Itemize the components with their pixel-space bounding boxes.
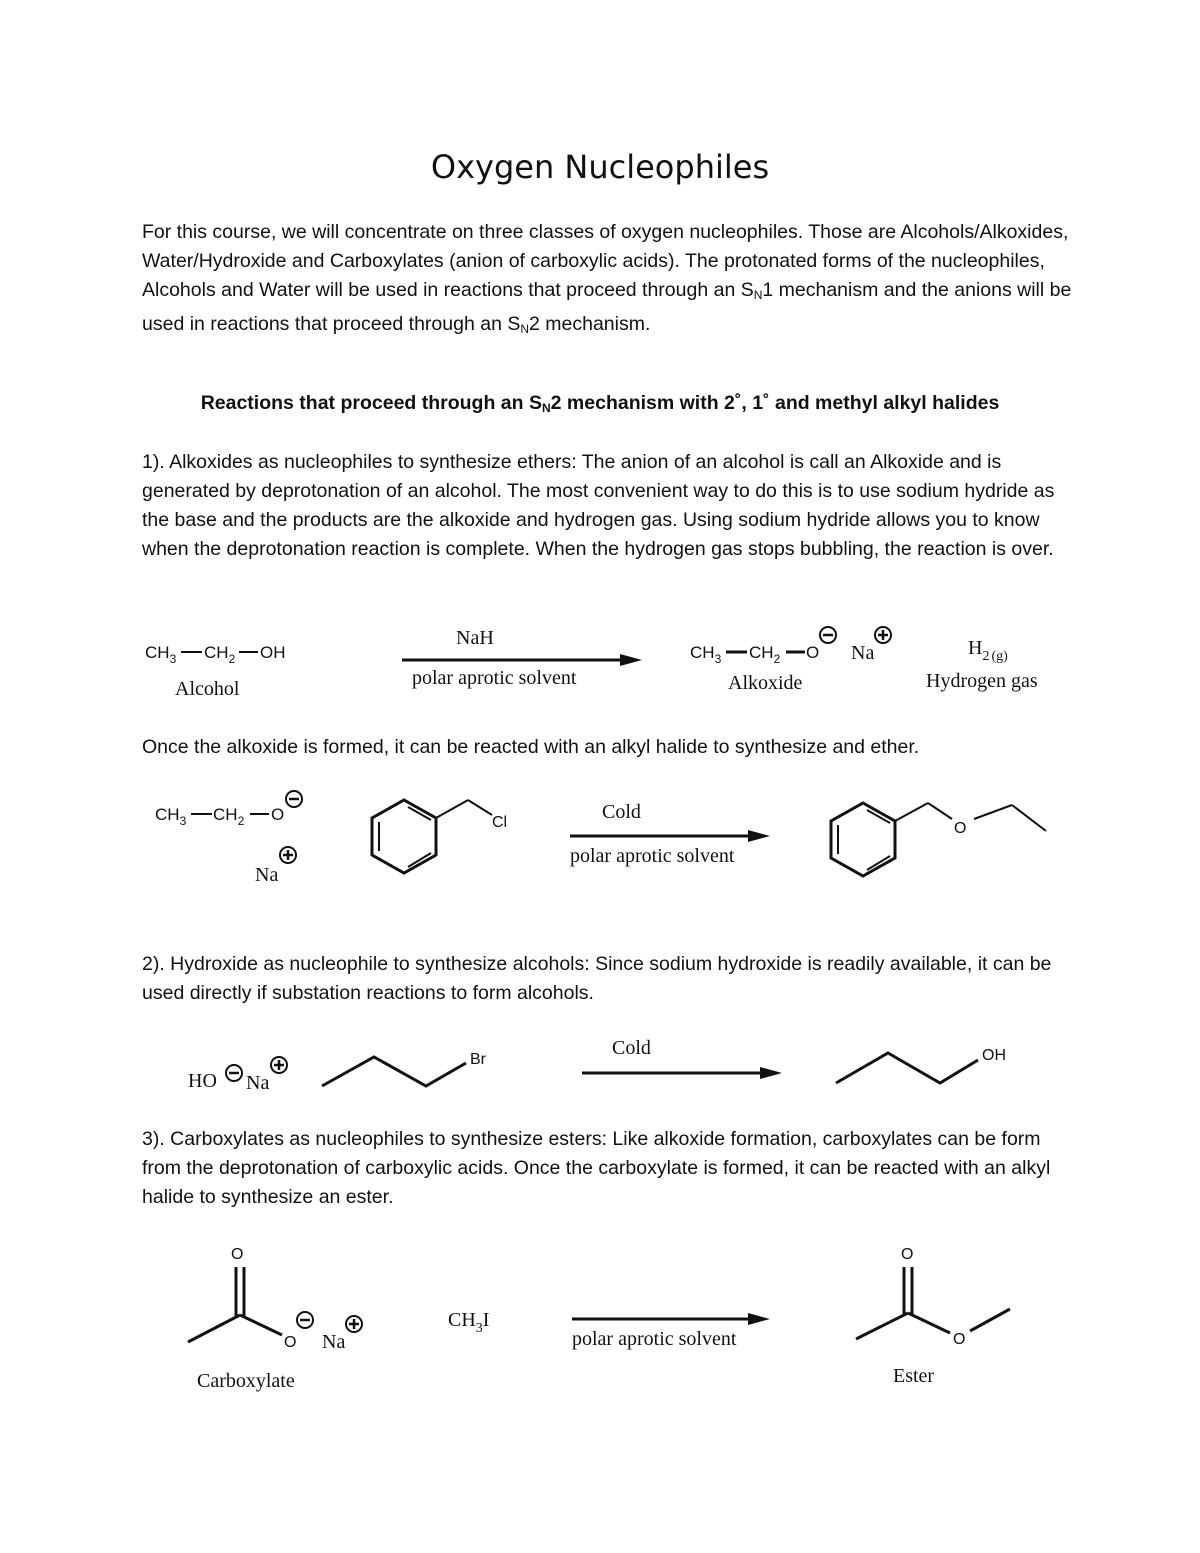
- s4-carboxylate-structure: [188, 1267, 282, 1342]
- s1-o: O: [806, 643, 820, 662]
- s3-ho: HO: [188, 1070, 217, 1092]
- s2-cl: Cl: [492, 814, 508, 831]
- s2-benzyl-chloride-structure: [372, 800, 492, 873]
- s2-condition: Cold: [602, 801, 641, 823]
- s2-positive-charge-icon: [280, 847, 296, 863]
- scheme4-reaction: [0, 1235, 1200, 1395]
- s2-benzyl-ethyl-ether-structure: [831, 803, 1046, 876]
- s2-ch3: $CH_3$: [155, 805, 187, 828]
- s3-propyl-bromide-chain: [322, 1057, 466, 1086]
- intro-paragraph: [142, 218, 1072, 344]
- s1-arrow-head: [620, 654, 642, 666]
- s3-negative-charge-icon: [226, 1065, 242, 1081]
- s3-arrow-head: [760, 1067, 782, 1079]
- s4-negative-charge-icon: [297, 1312, 313, 1328]
- s1-reagent: NaH: [456, 627, 494, 649]
- s1-na: Na: [851, 642, 875, 664]
- heading-text-2: 2 mechanism with 2˚, 1˚ and methyl alkyl halides: [550, 392, 1000, 414]
- s4-ester-label: Ester: [893, 1365, 935, 1387]
- intro-subscript-1: N: [753, 288, 763, 302]
- s1-positive-charge-icon: [875, 627, 891, 643]
- intro-text-2: 1 mechanism and the anions will be used in reactions that proceed through an S: [142, 279, 1072, 335]
- heading-subscript: N: [541, 401, 551, 415]
- s4-methyl-iodide: $CH_3I$: [448, 1309, 490, 1336]
- s3-na: Na: [246, 1072, 270, 1094]
- s1-ch3: $CH_3$: [145, 643, 177, 666]
- s2-o: O: [271, 805, 285, 824]
- page-title: Oxygen Nucleophiles: [430, 148, 770, 186]
- s2-solvent: polar aprotic solvent: [570, 845, 735, 867]
- scheme3-reaction: [0, 1030, 1200, 1100]
- intro-text-3: 2 mechanism.: [529, 313, 651, 335]
- scheme2-reaction: [0, 785, 1200, 895]
- s2-ch2: $CH_2$: [213, 805, 245, 828]
- s4-solvent: polar aprotic solvent: [572, 1328, 737, 1350]
- item2-paragraph: 2). Hydroxide as nucleophile to synthesize alcohols: Since sodium hydroxide is readily available, it can be used directly if substation reactions to form alcohols.: [142, 953, 1052, 1004]
- s1-hydrogen-label: Hydrogen gas: [926, 670, 1038, 692]
- s1-alcohol-label: Alcohol: [175, 678, 240, 700]
- intro-subscript-2: N: [520, 322, 530, 336]
- s2-product-o: O: [954, 820, 967, 837]
- scheme1-reaction: [0, 615, 1200, 705]
- heading-text-1: Reactions that proceed through an S: [200, 392, 542, 414]
- section-heading: [0, 392, 1200, 415]
- s2-arrow-head: [748, 830, 770, 842]
- s1-oh: OH: [260, 643, 286, 662]
- item3-paragraph: 3). Carboxylates as nucleophiles to synthesize esters: Like alkoxide formation, carboxylates can be form from the deprotonation of carboxylic acids. Once the carboxylate is formed, it can be reacted with an alkyl halide to synthesize an ester.: [142, 1128, 1051, 1208]
- s4-o-minus: O: [284, 1334, 297, 1351]
- s3-condition: Cold: [612, 1037, 651, 1059]
- between-text: Once the alkoxide is formed, it can be reacted with an alkyl halide to synthesize and ether.: [142, 736, 920, 758]
- s3-propanol-chain: [836, 1053, 978, 1083]
- s1-ch2-product: $CH_2$: [749, 643, 781, 666]
- s4-methyl-acetate-structure: [856, 1267, 1010, 1339]
- s3-oh: OH: [982, 1047, 1006, 1064]
- s3-positive-charge-icon: [271, 1057, 287, 1073]
- s4-carboxylate-label: Carboxylate: [197, 1370, 295, 1392]
- s2-negative-charge-icon: [286, 791, 302, 807]
- s1-ch2: $CH_2$: [204, 643, 236, 666]
- s1-negative-charge-icon: [820, 627, 836, 643]
- s4-positive-charge-icon: [346, 1316, 362, 1332]
- s4-ester-carbonyl-o: O: [901, 1246, 914, 1263]
- s1-h2: $H_2$ (g): [968, 637, 1008, 664]
- s1-alkoxide-label: Alkoxide: [728, 672, 803, 694]
- item1-paragraph: 1). Alkoxides as nucleophiles to synthesize ethers: The anion of an alcohol is call an Alkoxide and is generated by deprotonation of an alcohol. The most convenient way to do this is to use sodium hydride as the base and the products are the alkoxide and hydrogen gas. Using sodium hydride allows you to know when the deprotonation reaction is complete. When the hydrogen gas stops bubbling, the reaction is over.: [142, 451, 1055, 560]
- s1-ch3-product: $CH_3$: [690, 643, 722, 666]
- s1-solvent: polar aprotic solvent: [412, 667, 577, 689]
- s4-carbonyl-o: O: [231, 1246, 244, 1263]
- s4-ester-o: O: [953, 1331, 966, 1348]
- s4-na: Na: [322, 1331, 346, 1353]
- s2-na: Na: [255, 864, 279, 886]
- s4-arrow-head: [748, 1313, 770, 1325]
- intro-text-1: For this course, we will concentrate on three classes of oxygen nucleophiles. Those are Alcohols/Alkoxides, Water/Hydroxide and Carboxylates (anion of carboxylic acids). The protonated forms of the nucleophiles, Alcohols and Water will be used in reactions that proceed through an S: [142, 221, 1069, 301]
- s3-br: Br: [470, 1051, 486, 1068]
